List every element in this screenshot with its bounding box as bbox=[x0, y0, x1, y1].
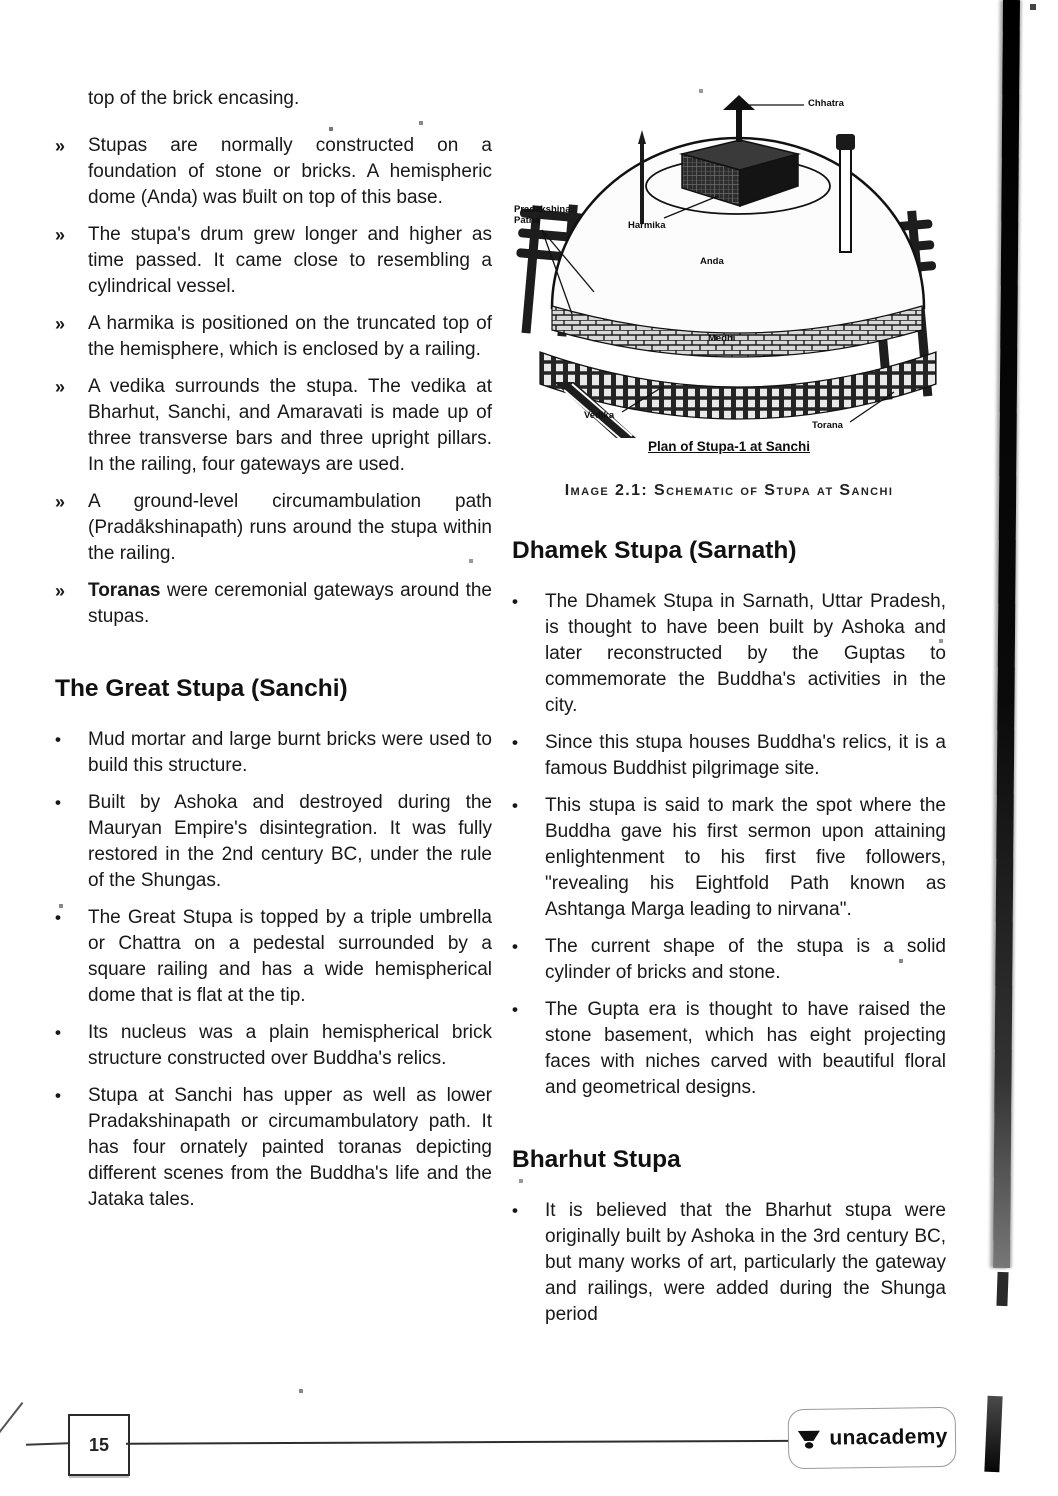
scan-edge-artifact bbox=[993, 0, 1020, 1268]
dot-bullet-marker: • bbox=[55, 1086, 61, 1105]
figure-label-torana: Torana bbox=[812, 420, 843, 431]
bullet-text: Its nucleus was a plain hemispherical brick structure constructed over Buddha's relics. bbox=[88, 1022, 492, 1069]
page-number-box bbox=[68, 1414, 130, 1476]
scan-scratch-artifact bbox=[0, 1402, 23, 1438]
scan-speckles bbox=[0, 0, 2, 2]
stupa-diagram bbox=[512, 90, 946, 454]
bullet-item bbox=[55, 133, 492, 211]
bullet-item bbox=[55, 727, 492, 779]
bullet-text: The Dhamek Stupa in Sarnath, Uttar Pradesh, is thought to have been built by Ashoka and later reconstructed by the Guptas to commemorate the Buddha's activities in the city. bbox=[545, 591, 946, 716]
bullet-text: The stupa's drum grew longer and higher as time passed. It came close to resembling a cylindrical vessel. bbox=[88, 224, 492, 297]
dot-bullet-marker: • bbox=[512, 937, 518, 956]
bullet-item bbox=[512, 1198, 946, 1328]
dot-bullet-marker: • bbox=[512, 796, 518, 815]
chevron-bullet-marker: » bbox=[55, 492, 66, 512]
dot-bullet-marker: • bbox=[55, 730, 61, 749]
bullet-text: The current shape of the stupa is a solid cylinder of bricks and stone. bbox=[545, 936, 946, 983]
section-heading-great-stupa: The Great Stupa (Sanchi) bbox=[55, 675, 348, 702]
bullet-rest: were ceremonial gateways around the stupas. bbox=[88, 580, 492, 627]
bullet-text: Mud mortar and large burnt bricks were used to build this structure. bbox=[88, 729, 492, 776]
intro-fragment: top of the brick encasing. bbox=[88, 88, 300, 109]
figure-label-anda: Anda bbox=[700, 256, 724, 267]
section-heading-dhamek: Dhamek Stupa (Sarnath) bbox=[512, 537, 797, 564]
bullet-item bbox=[55, 790, 492, 894]
bullet-text: The Great Stupa is topped by a triple umbrella or Chattra on a pedestal surrounded by a square railing and has a wide hemispherical dome that is flat at the tip. bbox=[88, 907, 492, 1006]
bullet-item bbox=[55, 489, 492, 567]
brand-name: unacademy bbox=[829, 1424, 948, 1450]
chevron-bullet-marker: » bbox=[55, 377, 66, 397]
bullet-item bbox=[55, 311, 492, 363]
bharhut-bullet-list bbox=[512, 1198, 946, 1328]
bullet-item bbox=[512, 589, 946, 719]
bullet-item bbox=[55, 1020, 492, 1072]
bullet-text: Built by Ashoka and destroyed during the Mauryan Empire's disintegration. It was fully restored in the 2nd century BC, under the rule of the Shungas. bbox=[88, 792, 492, 891]
figure-label-chhatra: Chhatra bbox=[808, 98, 844, 109]
bullet-item bbox=[55, 222, 492, 300]
figure-label-pradakshina-patha: Pradakshina Patha bbox=[514, 204, 571, 226]
dot-bullet-marker: • bbox=[512, 733, 518, 752]
dhamek-bullet-list bbox=[512, 589, 946, 1101]
chevron-bullet-marker: » bbox=[55, 314, 66, 334]
bullet-item bbox=[512, 997, 946, 1101]
right-column bbox=[512, 90, 946, 1339]
image-caption: Image 2.1: Schematic of Stupa at Sanchi bbox=[564, 482, 894, 499]
bullet-item bbox=[55, 905, 492, 1009]
dot-bullet-marker: • bbox=[512, 1201, 518, 1220]
dot-bullet-marker: • bbox=[55, 1023, 61, 1042]
figure-label-harmika: Harmika bbox=[628, 220, 666, 231]
bullet-text: This stupa is said to mark the spot where the Buddha gave his first sermon upon attaining enlightenment to his first five followers, "revealing his Eightfold Path known as Ashtanga Marga leading to nirvana". bbox=[545, 795, 946, 920]
great-stupa-bullet-list bbox=[55, 727, 492, 1213]
section-heading-bharhut: Bharhut Stupa bbox=[512, 1146, 681, 1173]
bullet-text: Stupas are normally constructed on a foundation of stone or bricks. A hemispheric dome (Anda) was built on top of this base. bbox=[88, 135, 492, 208]
bullet-text: The Gupta era is thought to have raised the stone basement, which has eight projecting faces with niches carved with beautiful floral and geometrical designs. bbox=[545, 999, 946, 1098]
footer-rule-left bbox=[26, 1442, 68, 1445]
bullet-item bbox=[55, 578, 492, 630]
bullet-text: Stupa at Sanchi has upper as well as lower Pradakshinapath or circumambulatory path. It has four ornately painted toranas depicting different scenes from the Buddha's life and the Jataka tales. bbox=[88, 1085, 492, 1210]
bullet-item bbox=[55, 1083, 492, 1213]
bullet-text: A harmika is positioned on the truncated top of the hemisphere, which is enclosed by a railing. bbox=[88, 313, 492, 360]
dot-bullet-marker: • bbox=[55, 908, 61, 927]
scan-blob-artifact bbox=[996, 1272, 1008, 1306]
figure-label-medhi: Medhi bbox=[708, 333, 736, 344]
bullet-text: A vedika surrounds the stupa. The vedika at Bharhut, Sanchi, and Amaravati is made up of three transverse bars and three upright pillars. In the railing, four gateways are used. bbox=[88, 376, 492, 475]
page-number: 15 bbox=[88, 1434, 110, 1455]
stupa-diagram-drawing bbox=[512, 90, 946, 454]
figure-inner-caption: Plan of Stupa-1 at Sanchi bbox=[647, 439, 811, 454]
scan-blob-artifact bbox=[984, 1396, 1002, 1473]
figure-label-vedika: Vedika bbox=[584, 410, 615, 421]
bullet-text: It is believed that the Bharhut stupa were originally built by Ashoka in the 3rd century BC, but many works of art, particularly the gateway and railings, were added during the Shunga period bbox=[545, 1200, 946, 1325]
bullet-lead-word: Toranas bbox=[88, 580, 161, 601]
dot-bullet-marker: • bbox=[512, 1000, 518, 1019]
bullet-item bbox=[512, 934, 946, 986]
bullet-item bbox=[512, 793, 946, 923]
left-column bbox=[55, 86, 492, 1224]
chevron-bullet-list bbox=[55, 133, 492, 630]
chevron-bullet-marker: » bbox=[55, 225, 66, 245]
dot-bullet-marker: • bbox=[55, 793, 61, 812]
bullet-text: Since this stupa houses Buddha's relics, it is a famous Buddhist pilgrimage site. bbox=[545, 732, 946, 779]
chevron-bullet-marker: » bbox=[55, 581, 66, 601]
brand-logo bbox=[788, 1407, 957, 1469]
chevron-bullet-marker: » bbox=[55, 136, 66, 156]
bullet-text: A ground-level circumambulation path (Pradakshinapath) runs around the stupa within the railing. bbox=[88, 491, 492, 564]
bullet-text bbox=[88, 578, 492, 630]
unacademy-icon bbox=[796, 1426, 822, 1452]
bullet-item bbox=[512, 730, 946, 782]
dot-bullet-marker: • bbox=[512, 592, 518, 611]
bullet-item bbox=[55, 374, 492, 478]
